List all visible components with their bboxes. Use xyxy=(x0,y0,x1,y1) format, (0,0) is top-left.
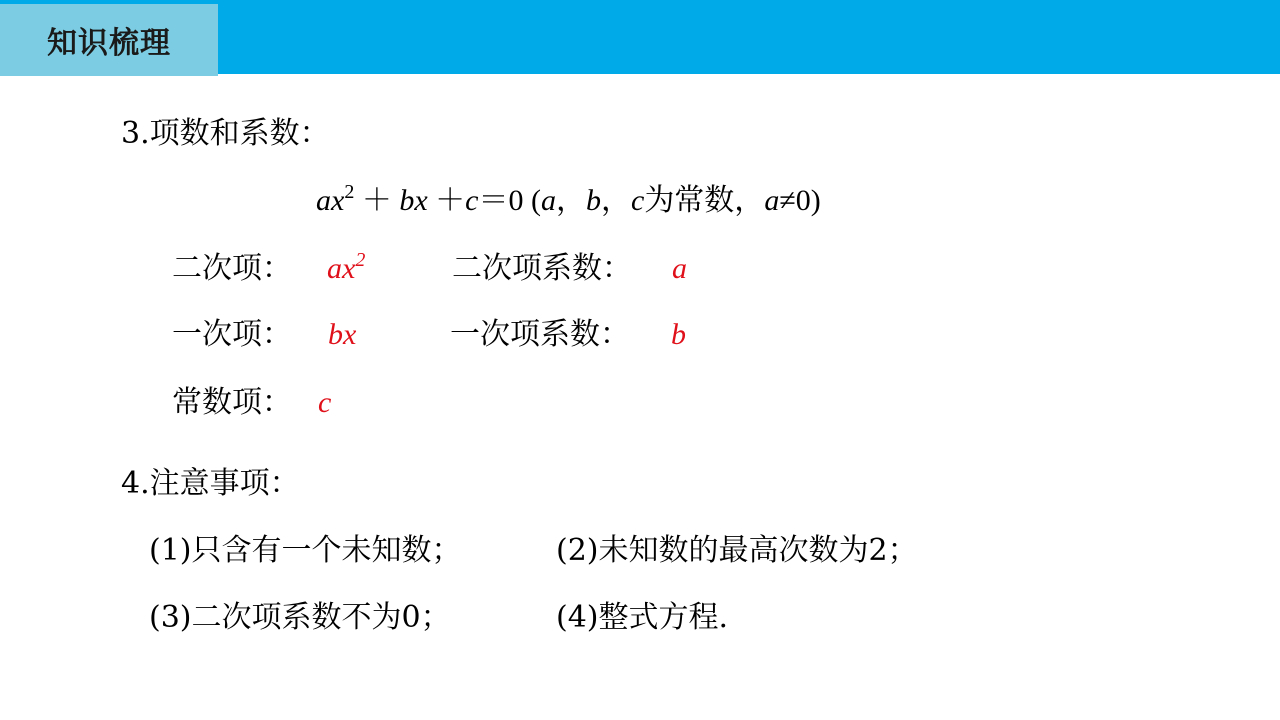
constant-term-label: 常数项： xyxy=(172,385,292,420)
quadratic-formula xyxy=(316,183,821,219)
formula-x2: x xyxy=(414,184,428,217)
linear-coef-value: b xyxy=(671,318,686,351)
formula-pb: b xyxy=(585,184,601,217)
constant-term-value: c xyxy=(318,386,332,419)
note-3: (3)二次项系数不为0； xyxy=(149,600,451,635)
formula-equals: ＝0 ( xyxy=(478,184,541,217)
quadratic-term-label: 二次项： xyxy=(172,251,292,286)
section3-heading: 3.项数和系数： xyxy=(121,116,330,151)
section4-heading: 4.注意事项： xyxy=(121,466,300,501)
formula-sep1: ， xyxy=(555,184,586,217)
formula-plus2: ＋ xyxy=(427,184,466,217)
note-1: (1)只含有一个未知数； xyxy=(149,533,462,568)
quadratic-coef-value: a xyxy=(672,252,687,285)
linear-term-label: 一次项： xyxy=(172,317,292,352)
formula-exponent: 2 xyxy=(344,181,355,203)
quadratic-coef-label: 二次项系数： xyxy=(452,251,632,286)
formula-neq: ≠0) xyxy=(779,184,821,217)
note-2: (2)未知数的最高次数为2； xyxy=(556,533,918,568)
quadratic-term-text: ax xyxy=(327,252,356,285)
formula-pc: c xyxy=(630,184,645,217)
linear-coef-label: 一次项系数： xyxy=(450,317,630,352)
quadratic-term-exponent: 2 xyxy=(355,249,366,271)
formula-pa2: a xyxy=(764,184,780,217)
formula-plus1: ＋ xyxy=(354,184,400,217)
formula-a: a xyxy=(316,184,331,217)
formula-x: x xyxy=(331,184,345,217)
formula-pa: a xyxy=(540,184,556,217)
linear-term-value: bx xyxy=(328,318,357,351)
quadratic-term-value xyxy=(327,251,365,287)
note-4: (4)整式方程. xyxy=(556,600,729,635)
formula-sep2: ， xyxy=(600,184,631,217)
formula-const-text: 为常数， xyxy=(644,184,765,217)
formula-b: b xyxy=(399,184,415,217)
section-title: 知识梳理 xyxy=(0,4,218,76)
formula-c: c xyxy=(465,184,479,217)
